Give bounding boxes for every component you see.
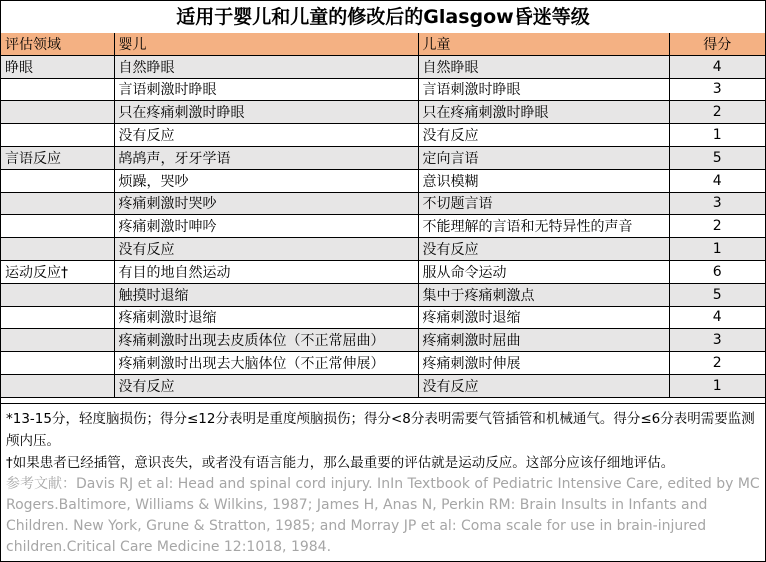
score-cell: 4 xyxy=(669,55,765,78)
score-cell: 4 xyxy=(669,169,765,192)
child-cell: 只在疼痛刺激时睁眼 xyxy=(418,101,669,124)
score-cell: 2 xyxy=(669,215,765,238)
infant-cell: 没有反应 xyxy=(114,124,418,147)
infant-cell: 只在疼痛刺激时睁眼 xyxy=(114,101,418,124)
child-cell: 疼痛刺激时屈曲 xyxy=(418,329,669,352)
child-cell: 集中于疼痛刺激点 xyxy=(418,283,669,306)
score-cell: 3 xyxy=(669,329,765,352)
domain-cell xyxy=(1,101,114,124)
infant-cell: 疼痛刺激时哭吵 xyxy=(114,192,418,215)
table-row xyxy=(1,101,765,124)
child-cell: 疼痛刺激时退缩 xyxy=(418,306,669,329)
domain-cell xyxy=(1,283,114,306)
child-cell: 意识模糊 xyxy=(418,169,669,192)
domain-cell xyxy=(1,238,114,261)
motor-response-note: †如果患者已经插管，意识丧失，或者没有语言能力，那么最重要的评估就是运动反应。这部分应该仔细地评估。 xyxy=(6,455,675,471)
table-row xyxy=(1,329,765,352)
child-cell: 没有反应 xyxy=(418,124,669,147)
infant-cell: 疼痛刺激时退缩 xyxy=(114,306,418,329)
table-row xyxy=(1,352,765,375)
score-interpretation-note: *13-15分，轻度脑损伤；得分≤12分表明是重度颅脑损伤；得分<8分表明需要气管插管和机械通气。得分≤6分表明需要监测颅内压。 xyxy=(6,411,755,449)
score-cell: 4 xyxy=(669,306,765,329)
infant-cell: 触摸时退缩 xyxy=(114,283,418,306)
child-cell: 没有反应 xyxy=(418,374,669,397)
child-cell: 服从命令运动 xyxy=(418,260,669,283)
child-cell: 疼痛刺激时伸展 xyxy=(418,352,669,375)
infant-cell: 没有反应 xyxy=(114,374,418,397)
table-row xyxy=(1,238,765,261)
score-cell: 2 xyxy=(669,352,765,375)
domain-cell xyxy=(1,215,114,238)
score-cell: 3 xyxy=(669,192,765,215)
domain-cell xyxy=(1,192,114,215)
infant-cell: 疼痛刺激时出现去大脑体位（不正常伸展） xyxy=(114,352,418,375)
page-title: 适用于婴儿和儿童的修改后的Glasgow昏迷等级 xyxy=(1,1,765,34)
column-header-score: 得分 xyxy=(669,33,765,55)
footnotes xyxy=(1,403,765,558)
child-cell: 不能理解的言语和无特异性的声音 xyxy=(418,215,669,238)
domain-cell xyxy=(1,124,114,147)
infant-cell: 有目的地自然运动 xyxy=(114,260,418,283)
glasgow-coma-scale-table xyxy=(1,33,765,398)
child-cell: 言语刺激时睁眼 xyxy=(418,78,669,101)
table-row xyxy=(1,192,765,215)
infant-cell: 自然睁眼 xyxy=(114,55,418,78)
infant-cell: 鸪鸪声，牙牙学语 xyxy=(114,146,418,169)
score-cell: 1 xyxy=(669,238,765,261)
score-cell: 5 xyxy=(669,146,765,169)
domain-cell xyxy=(1,169,114,192)
domain-cell: 言语反应 xyxy=(1,146,114,169)
score-cell: 3 xyxy=(669,78,765,101)
column-header-child: 儿童 xyxy=(418,33,669,55)
infant-cell: 没有反应 xyxy=(114,238,418,261)
domain-cell: 运动反应† xyxy=(1,260,114,283)
score-cell: 1 xyxy=(669,124,765,147)
domain-cell xyxy=(1,306,114,329)
infant-cell: 言语刺激时睁眼 xyxy=(114,78,418,101)
score-cell: 1 xyxy=(669,374,765,397)
score-cell: 5 xyxy=(669,283,765,306)
table-row xyxy=(1,374,765,397)
child-cell: 定向言语 xyxy=(418,146,669,169)
score-cell: 2 xyxy=(669,101,765,124)
infant-cell: 烦躁，哭吵 xyxy=(114,169,418,192)
infant-cell: 疼痛刺激时出现去皮质体位（不正常屈曲） xyxy=(114,329,418,352)
domain-cell: 睁眼 xyxy=(1,55,114,78)
table-row xyxy=(1,78,765,101)
table-row xyxy=(1,124,765,147)
table-header-row xyxy=(1,33,765,55)
column-header-infant: 婴儿 xyxy=(114,33,418,55)
table-row xyxy=(1,283,765,306)
table-row xyxy=(1,146,765,169)
child-cell: 自然睁眼 xyxy=(418,55,669,78)
table-row xyxy=(1,55,765,78)
references: 参考文献：Davis RJ et al: Head and spinal cord injury. InIn Textbook of Pediatric Intensive Care, edited by MC Rogers.Baltimore, Williams & Wilkins, 1987; James H, Anas N, Perkin RM: Brain Insults in Infants and Children. New York, Grune & Stratton, 1985; and Morray JP et al: Coma scale for use in brain-injured children.Critical Care Medicine 12:1018, 1984. xyxy=(6,476,760,555)
score-cell: 6 xyxy=(669,260,765,283)
domain-cell xyxy=(1,78,114,101)
child-cell: 不切题言语 xyxy=(418,192,669,215)
table-row xyxy=(1,260,765,283)
table-row xyxy=(1,215,765,238)
column-header-domain: 评估领域 xyxy=(1,33,114,55)
table-row xyxy=(1,169,765,192)
domain-cell xyxy=(1,329,114,352)
table-row xyxy=(1,306,765,329)
domain-cell xyxy=(1,352,114,375)
domain-cell xyxy=(1,374,114,397)
infant-cell: 疼痛刺激时呻吟 xyxy=(114,215,418,238)
child-cell: 没有反应 xyxy=(418,238,669,261)
